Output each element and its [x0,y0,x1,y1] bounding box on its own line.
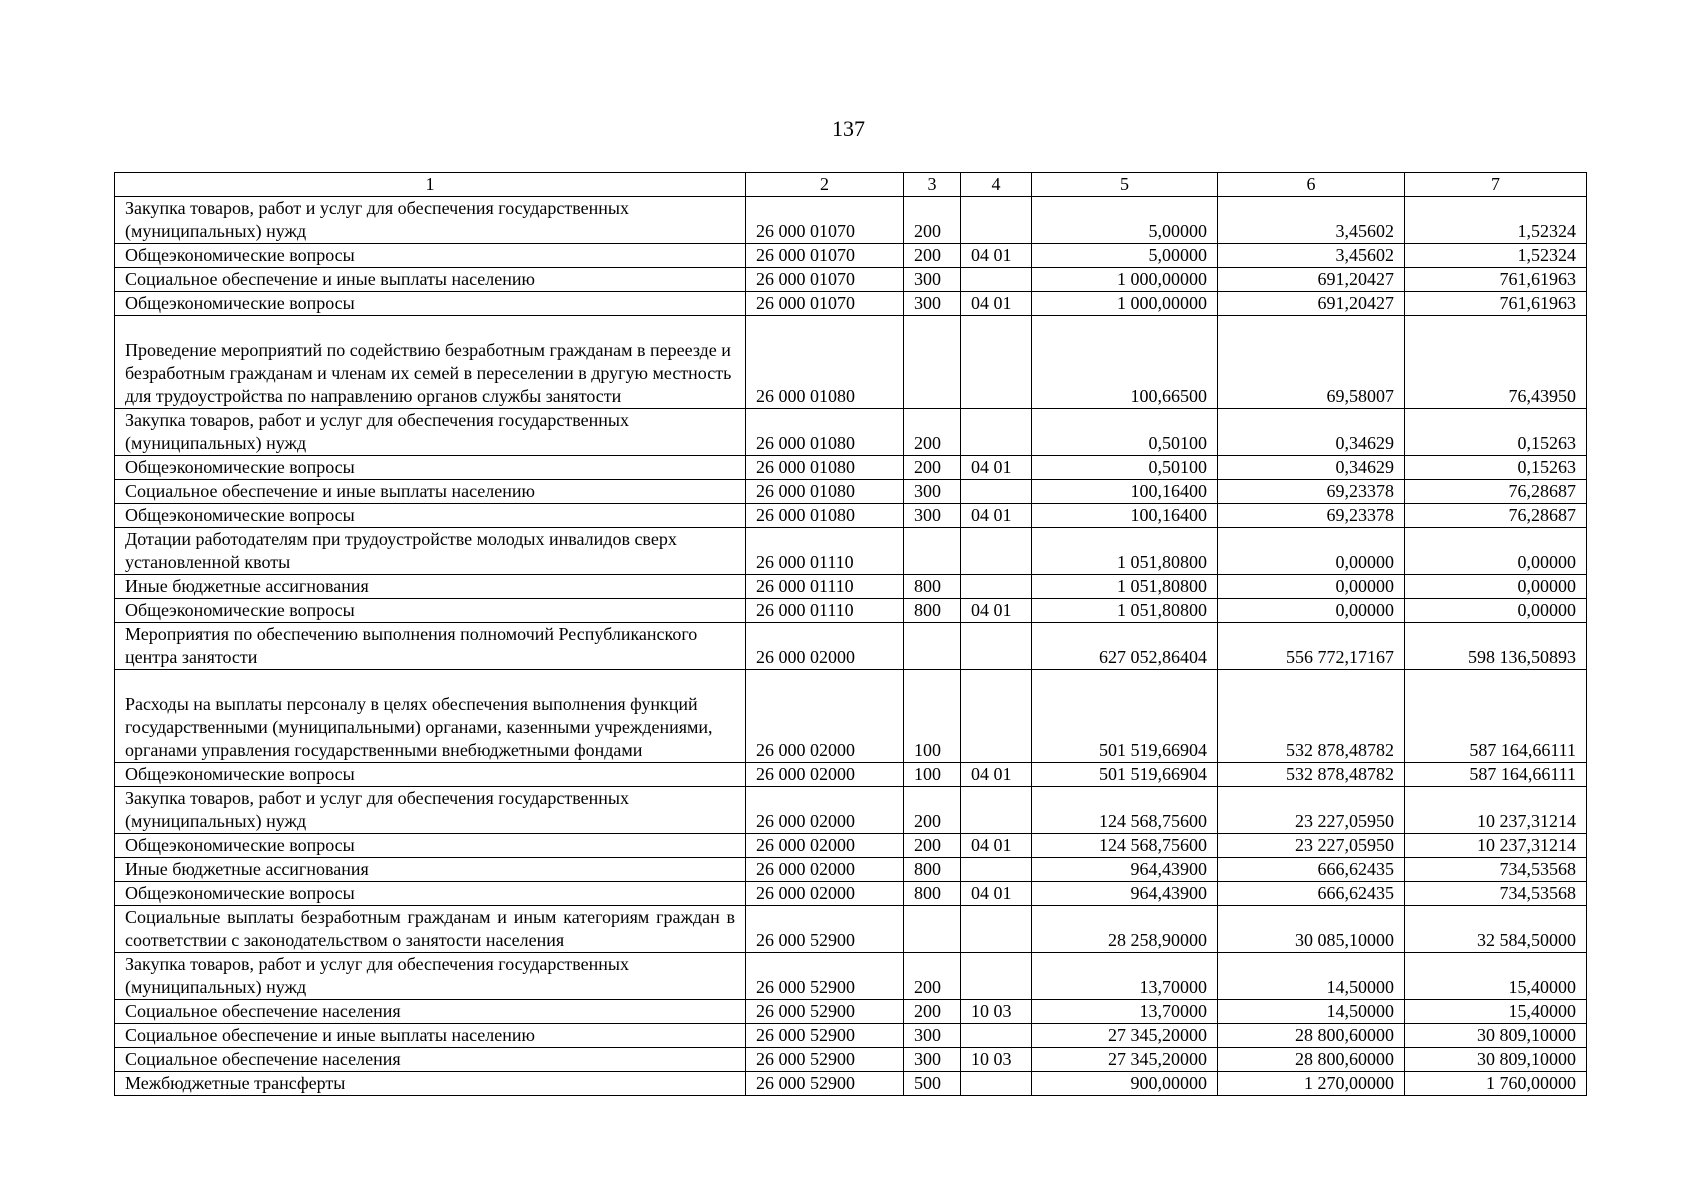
amount-col6-cell: 0,34629 [1218,409,1405,456]
amount-col5-cell: 100,66500 [1032,316,1218,409]
amount-col6-cell: 666,62435 [1218,858,1405,882]
expense-type-cell: 300 [904,1024,961,1048]
amount-col6-cell: 23 227,05950 [1218,787,1405,834]
table-row [115,906,1587,953]
amount-col5-cell: 27 345,20000 [1032,1048,1218,1072]
budget-table [114,172,1587,1096]
expense-type-cell: 300 [904,268,961,292]
expense-name-cell: Социальное обеспечение населения [115,1048,746,1072]
amount-col7-cell: 761,61963 [1405,292,1587,316]
target-code-cell: 26 000 01080 [746,409,904,456]
amount-col5-cell: 13,70000 [1032,1000,1218,1024]
amount-col7-cell: 0,00000 [1405,575,1587,599]
amount-col6-cell: 532 878,48782 [1218,763,1405,787]
expense-type-cell: 200 [904,244,961,268]
target-code-cell: 26 000 02000 [746,670,904,763]
expense-type-cell [904,528,961,575]
target-code-cell: 26 000 52900 [746,1024,904,1048]
column-header: 2 [746,173,904,197]
section-cell: 04 01 [961,292,1032,316]
table-row [115,1048,1587,1072]
amount-col6-cell: 532 878,48782 [1218,670,1405,763]
amount-col7-cell: 0,15263 [1405,456,1587,480]
expense-name-cell: Межбюджетные трансферты [115,1072,746,1096]
target-code-cell: 26 000 02000 [746,882,904,906]
amount-col6-cell: 3,45602 [1218,244,1405,268]
table-row [115,244,1587,268]
table-row [115,575,1587,599]
expense-type-cell: 800 [904,858,961,882]
expense-name-cell: Общеэкономические вопросы [115,504,746,528]
amount-col5-cell: 501 519,66904 [1032,763,1218,787]
expense-type-cell: 200 [904,834,961,858]
amount-col7-cell: 10 237,31214 [1405,787,1587,834]
column-header: 6 [1218,173,1405,197]
table-row [115,670,1587,763]
expense-name-cell: Мероприятия по обеспечению выполнения полномочий Республиканского центра занятости [115,623,746,670]
target-code-cell: 26 000 52900 [746,906,904,953]
table-row [115,480,1587,504]
amount-col6-cell: 666,62435 [1218,882,1405,906]
section-cell: 04 01 [961,599,1032,623]
section-cell [961,528,1032,575]
expense-name-cell: Закупка товаров, работ и услуг для обеспечения государственных (муниципальных) нужд [115,953,746,1000]
target-code-cell: 26 000 01080 [746,480,904,504]
amount-col5-cell: 1 051,80800 [1032,528,1218,575]
table-row [115,599,1587,623]
table-row [115,882,1587,906]
expense-name-cell: Социальные выплаты безработным гражданам и иным категориям граждан в соответствии с законодательством о занятости населения [115,906,746,953]
target-code-cell: 26 000 01110 [746,599,904,623]
expense-name-cell: Общеэкономические вопросы [115,882,746,906]
expense-name-cell: Социальное обеспечение и иные выплаты населению [115,480,746,504]
amount-col6-cell: 69,58007 [1218,316,1405,409]
expense-type-cell: 200 [904,409,961,456]
expense-type-cell: 800 [904,599,961,623]
section-cell [961,197,1032,244]
target-code-cell: 26 000 01070 [746,292,904,316]
table-row [115,1000,1587,1024]
table-row [115,456,1587,480]
expense-type-cell [904,623,961,670]
section-cell: 10 03 [961,1000,1032,1024]
amount-col6-cell: 14,50000 [1218,1000,1405,1024]
section-cell [961,575,1032,599]
amount-col6-cell: 0,00000 [1218,599,1405,623]
table-row [115,787,1587,834]
target-code-cell: 26 000 52900 [746,1000,904,1024]
table-row [115,504,1587,528]
expense-type-cell: 200 [904,197,961,244]
amount-col6-cell: 30 085,10000 [1218,906,1405,953]
section-cell [961,787,1032,834]
amount-col5-cell: 964,43900 [1032,882,1218,906]
amount-col5-cell: 1 051,80800 [1032,599,1218,623]
amount-col7-cell: 587 164,66111 [1405,763,1587,787]
amount-col7-cell: 76,28687 [1405,504,1587,528]
expense-name-cell: Социальное обеспечение и иные выплаты населению [115,1024,746,1048]
section-cell: 04 01 [961,834,1032,858]
amount-col7-cell: 761,61963 [1405,268,1587,292]
amount-col7-cell: 76,43950 [1405,316,1587,409]
table-row [115,1024,1587,1048]
amount-col7-cell: 587 164,66111 [1405,670,1587,763]
target-code-cell: 26 000 02000 [746,623,904,670]
expense-type-cell: 800 [904,575,961,599]
amount-col6-cell: 556 772,17167 [1218,623,1405,670]
amount-col5-cell: 501 519,66904 [1032,670,1218,763]
amount-col5-cell: 100,16400 [1032,504,1218,528]
amount-col7-cell: 0,15263 [1405,409,1587,456]
target-code-cell: 26 000 01080 [746,504,904,528]
amount-col5-cell: 100,16400 [1032,480,1218,504]
column-header: 1 [115,173,746,197]
expense-type-cell: 200 [904,456,961,480]
table-row [115,409,1587,456]
amount-col5-cell: 124 568,75600 [1032,787,1218,834]
amount-col7-cell: 1 760,00000 [1405,1072,1587,1096]
table-row [115,1072,1587,1096]
amount-col6-cell: 14,50000 [1218,953,1405,1000]
target-code-cell: 26 000 02000 [746,787,904,834]
target-code-cell: 26 000 01070 [746,197,904,244]
amount-col6-cell: 28 800,60000 [1218,1048,1405,1072]
target-code-cell: 26 000 01070 [746,268,904,292]
amount-col5-cell: 627 052,86404 [1032,623,1218,670]
section-cell [961,316,1032,409]
section-cell [961,858,1032,882]
amount-col6-cell: 3,45602 [1218,197,1405,244]
table-row [115,763,1587,787]
amount-col5-cell: 0,50100 [1032,409,1218,456]
table-row [115,292,1587,316]
amount-col5-cell: 13,70000 [1032,953,1218,1000]
column-header: 3 [904,173,961,197]
amount-col7-cell: 734,53568 [1405,858,1587,882]
amount-col6-cell: 0,00000 [1218,528,1405,575]
expense-type-cell: 300 [904,480,961,504]
section-cell [961,670,1032,763]
amount-col5-cell: 124 568,75600 [1032,834,1218,858]
expense-name-cell: Общеэкономические вопросы [115,763,746,787]
expense-type-cell: 300 [904,504,961,528]
amount-col7-cell: 10 237,31214 [1405,834,1587,858]
amount-col6-cell: 0,34629 [1218,456,1405,480]
expense-type-cell: 100 [904,763,961,787]
target-code-cell: 26 000 01080 [746,316,904,409]
amount-col7-cell: 76,28687 [1405,480,1587,504]
section-cell [961,480,1032,504]
amount-col5-cell: 1 000,00000 [1032,292,1218,316]
target-code-cell: 26 000 02000 [746,763,904,787]
amount-col5-cell: 1 000,00000 [1032,268,1218,292]
section-cell [961,1072,1032,1096]
expense-type-cell: 300 [904,292,961,316]
amount-col6-cell: 0,00000 [1218,575,1405,599]
expense-name-cell: Социальное обеспечение населения [115,1000,746,1024]
section-cell: 04 01 [961,763,1032,787]
amount-col5-cell: 900,00000 [1032,1072,1218,1096]
table-row [115,623,1587,670]
target-code-cell: 26 000 02000 [746,858,904,882]
table-row [115,316,1587,409]
section-cell: 04 01 [961,504,1032,528]
expense-name-cell: Общеэкономические вопросы [115,292,746,316]
amount-col5-cell: 27 345,20000 [1032,1024,1218,1048]
column-header: 7 [1405,173,1587,197]
expense-name-cell: Иные бюджетные ассигнования [115,575,746,599]
amount-col7-cell: 1,52324 [1405,197,1587,244]
table-row [115,268,1587,292]
amount-col7-cell: 1,52324 [1405,244,1587,268]
section-cell: 04 01 [961,456,1032,480]
expense-type-cell: 800 [904,882,961,906]
target-code-cell: 26 000 52900 [746,953,904,1000]
target-code-cell: 26 000 01070 [746,244,904,268]
amount-col6-cell: 691,20427 [1218,292,1405,316]
table-header-row [115,173,1587,197]
amount-col7-cell: 734,53568 [1405,882,1587,906]
amount-col5-cell: 5,00000 [1032,197,1218,244]
target-code-cell: 26 000 02000 [746,834,904,858]
expense-name-cell: Дотации работодателям при трудоустройстве молодых инвалидов сверх установленной квоты [115,528,746,575]
expense-name-cell: Общеэкономические вопросы [115,456,746,480]
target-code-cell: 26 000 01110 [746,575,904,599]
expense-name-cell: Закупка товаров, работ и услуг для обеспечения государственных (муниципальных) нужд [115,197,746,244]
table-row [115,858,1587,882]
amount-col6-cell: 1 270,00000 [1218,1072,1405,1096]
amount-col6-cell: 69,23378 [1218,504,1405,528]
expense-name-cell: Общеэкономические вопросы [115,599,746,623]
amount-col7-cell: 15,40000 [1405,953,1587,1000]
section-cell [961,953,1032,1000]
target-code-cell: 26 000 01080 [746,456,904,480]
table-row [115,197,1587,244]
amount-col6-cell: 691,20427 [1218,268,1405,292]
amount-col5-cell: 1 051,80800 [1032,575,1218,599]
target-code-cell: 26 000 01110 [746,528,904,575]
amount-col6-cell: 23 227,05950 [1218,834,1405,858]
expense-type-cell: 300 [904,1048,961,1072]
expense-type-cell: 200 [904,1000,961,1024]
expense-name-cell: Общеэкономические вопросы [115,244,746,268]
page-number: 137 [832,116,865,141]
target-code-cell: 26 000 52900 [746,1072,904,1096]
amount-col7-cell: 32 584,50000 [1405,906,1587,953]
amount-col5-cell: 28 258,90000 [1032,906,1218,953]
expense-name-cell: Социальное обеспечение и иные выплаты населению [115,268,746,292]
expense-name-cell: Расходы на выплаты персоналу в целях обеспечения выполнения функций государственными (муниципальными) органами, казенными учреждениями, органами управления государственными внебюджетными фондами [115,670,746,763]
amount-col6-cell: 69,23378 [1218,480,1405,504]
expense-name-cell: Проведение мероприятий по содействию безработным гражданам в переезде и безработным гражданам и членам их семей в переселении в другую местность для трудоустройства по направлению органов службы занятости [115,316,746,409]
amount-col7-cell: 0,00000 [1405,599,1587,623]
expense-type-cell [904,906,961,953]
expense-type-cell: 200 [904,787,961,834]
expense-name-cell: Общеэкономические вопросы [115,834,746,858]
amount-col7-cell: 0,00000 [1405,528,1587,575]
expense-type-cell [904,316,961,409]
table-row [115,528,1587,575]
expense-name-cell: Иные бюджетные ассигнования [115,858,746,882]
amount-col7-cell: 30 809,10000 [1405,1024,1587,1048]
column-header: 5 [1032,173,1218,197]
amount-col5-cell: 964,43900 [1032,858,1218,882]
amount-col6-cell: 28 800,60000 [1218,1024,1405,1048]
section-cell [961,268,1032,292]
amount-col7-cell: 30 809,10000 [1405,1048,1587,1072]
amount-col5-cell: 0,50100 [1032,456,1218,480]
expense-type-cell: 500 [904,1072,961,1096]
table-row [115,953,1587,1000]
expense-type-cell: 100 [904,670,961,763]
section-cell [961,906,1032,953]
table-row [115,834,1587,858]
amount-col5-cell: 5,00000 [1032,244,1218,268]
section-cell [961,623,1032,670]
expense-name-cell: Закупка товаров, работ и услуг для обеспечения государственных (муниципальных) нужд [115,409,746,456]
amount-col7-cell: 15,40000 [1405,1000,1587,1024]
section-cell [961,1024,1032,1048]
expense-name-cell: Закупка товаров, работ и услуг для обеспечения государственных (муниципальных) нужд [115,787,746,834]
section-cell: 04 01 [961,244,1032,268]
amount-col7-cell: 598 136,50893 [1405,623,1587,670]
section-cell: 10 03 [961,1048,1032,1072]
column-header: 4 [961,173,1032,197]
section-cell [961,409,1032,456]
target-code-cell: 26 000 52900 [746,1048,904,1072]
expense-type-cell: 200 [904,953,961,1000]
section-cell: 04 01 [961,882,1032,906]
